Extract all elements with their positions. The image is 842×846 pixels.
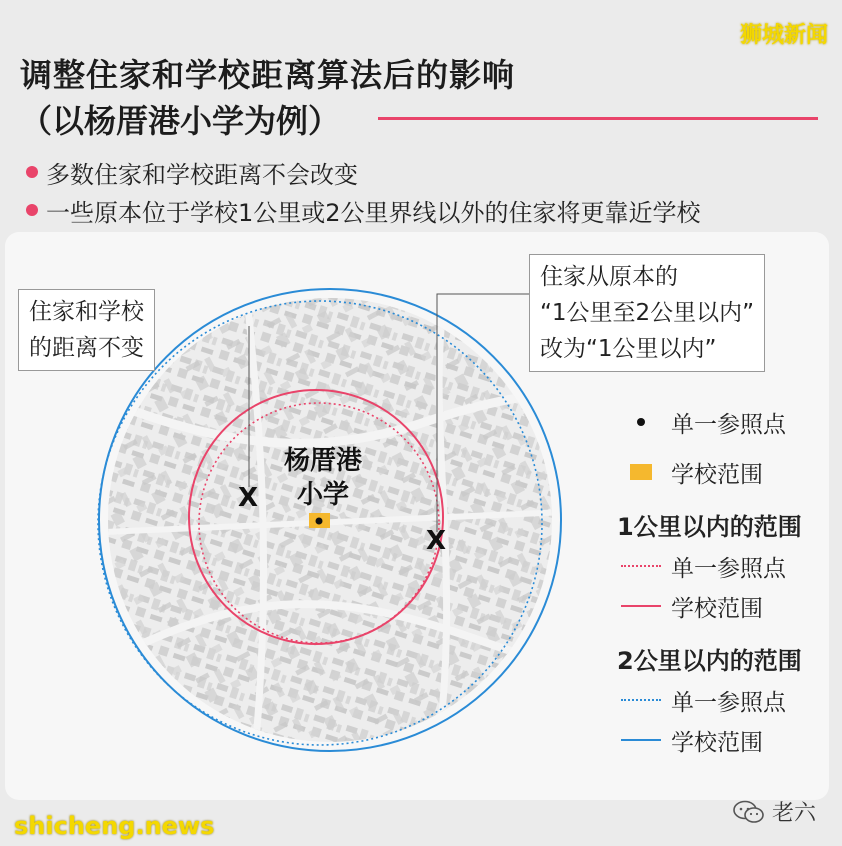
callout-changed: [529, 254, 765, 372]
bullet-dot-icon: [26, 204, 38, 216]
legend-item-1km-point: [617, 546, 802, 586]
wechat-icon: [732, 800, 766, 824]
legend-item-2km-school: [617, 720, 802, 760]
site-watermark: shicheng.news: [14, 812, 215, 840]
bullet-list: [26, 153, 701, 229]
legend-heading-2km: 2公里以内的范围: [617, 646, 802, 675]
callout-unchanged-line: 的距离不变: [29, 335, 144, 361]
bullet-dot-icon: [26, 166, 38, 178]
page-subtitle: （以杨厝港小学为例）: [20, 102, 341, 140]
page-title: 调整住家和学校距离算法后的影响: [20, 56, 516, 94]
bullet-item: [26, 153, 701, 191]
callout-changed-line: 改为“1公里以内”: [540, 336, 717, 362]
legend-item-school: [617, 452, 802, 492]
reference-dot-icon: [637, 418, 645, 426]
callout-changed-line: “1公里至2公里以内”: [540, 300, 755, 326]
callout-changed-line: 住家从原本的: [540, 264, 678, 290]
bullet-item: [26, 191, 701, 229]
legend-label: 学校范围: [671, 461, 763, 488]
legend-label: 学校范围: [671, 729, 763, 756]
legend-item-point: [617, 402, 802, 442]
legend-label: 单一参照点: [671, 411, 786, 438]
pink-solid-line-icon: [621, 605, 661, 607]
reference-point-dot: [316, 518, 323, 525]
legend-item-2km-point: [617, 680, 802, 720]
author-badge: [732, 796, 816, 827]
legend-heading-1km: 1公里以内的范围: [617, 512, 802, 541]
school-square-icon: [630, 464, 652, 480]
legend-item-1km-school: [617, 586, 802, 626]
callout-unchanged: [18, 289, 155, 371]
school-label-line1: 杨厝港: [283, 446, 362, 476]
author-name: 老六: [771, 801, 816, 826]
school-label-line2: 小学: [296, 480, 349, 510]
home-marker-right: X: [426, 526, 447, 556]
blue-solid-line-icon: [621, 739, 661, 741]
pink-dotted-line-icon: [621, 565, 661, 567]
watermark-logo: 狮城新闻: [739, 23, 828, 48]
legend-label: 单一参照点: [671, 689, 786, 716]
legend-label: 单一参照点: [671, 555, 786, 582]
diagram-panel: [5, 232, 829, 800]
home-marker-left: X: [238, 483, 259, 513]
bullet-text: 一些原本位于学校1公里或2公里界线以外的住家将更靠近学校: [46, 198, 701, 227]
bullet-text: 多数住家和学校距离不会改变: [46, 160, 358, 189]
blue-dotted-line-icon: [621, 699, 661, 701]
school-label: [273, 444, 373, 512]
callout-unchanged-line: 住家和学校: [29, 299, 144, 325]
legend-label: 学校范围: [671, 595, 763, 622]
title-divider: [378, 117, 818, 120]
legend: [617, 402, 802, 760]
